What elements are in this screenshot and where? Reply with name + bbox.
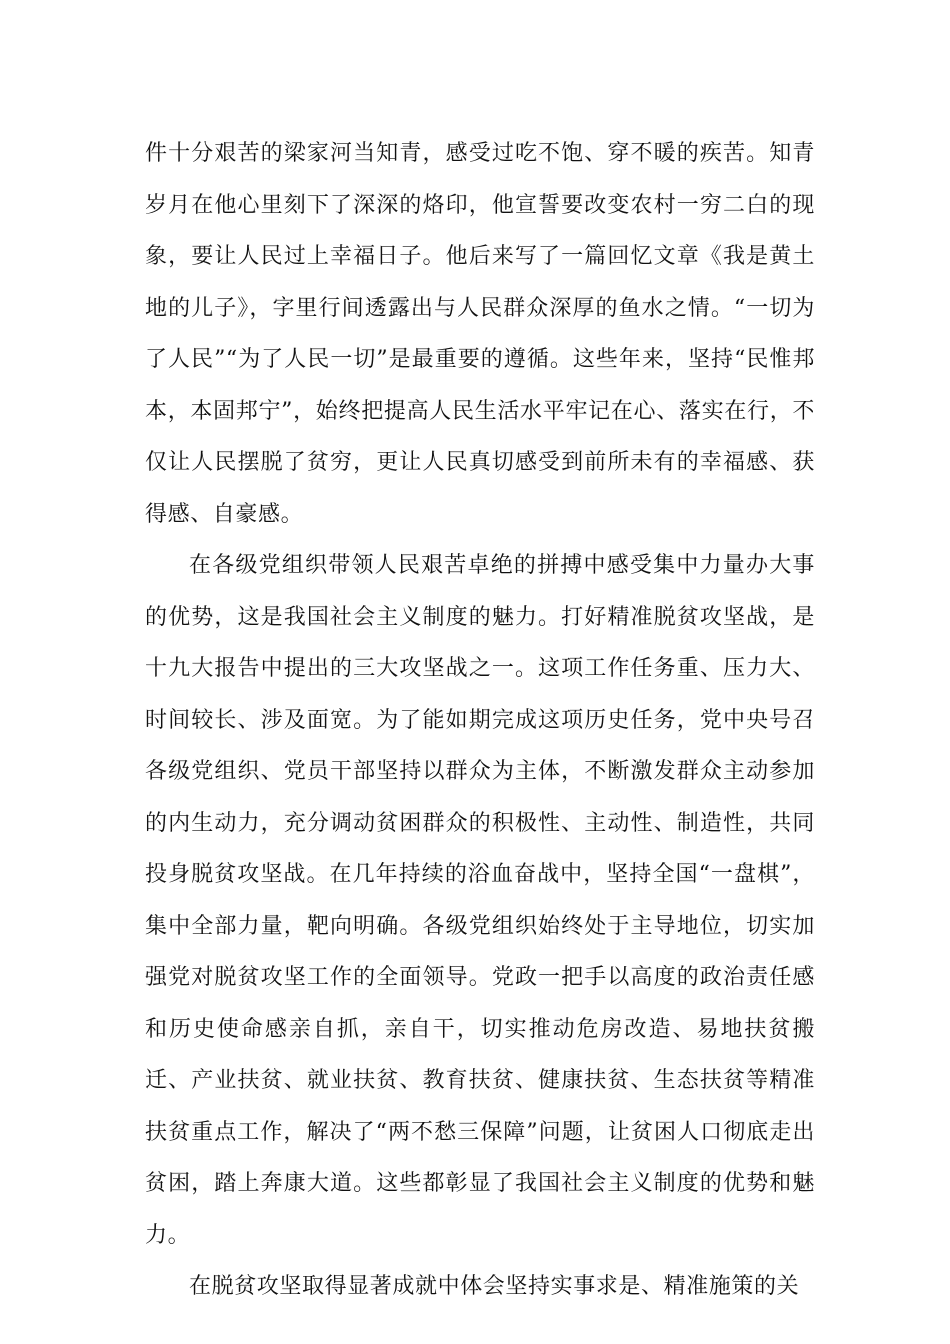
body-text bbox=[145, 128, 815, 1313]
paragraph-1: 件十分艰苦的梁家河当知青，感受过吃不饱、穿不暖的疾苦。知青岁月在他心里刻下了深深的烙印，他宣誓要改变农村一穷二白的现象，要让人民过上幸福日子。他后来写了一篇回忆文章《我是黄土地的儿子》，字里行间透露出与人民群众深厚的鱼水之情。“一切为了人民”“为了人民一切”是最重要的遵循。这些年来，坚持“民惟邦本，本固邦宁”，始终把提高人民生活水平牢记在心、落实在行，不仅让人民摆脱了贫穷，更让人民真切感受到前所未有的幸福感、获得感、自豪感。 bbox=[145, 141, 815, 527]
paragraph-2: 在各级党组织带领人民艰苦卓绝的拼搏中感受集中力量办大事的优势，这是我国社会主义制度的魅力。打好精准脱贫攻坚战，是十九大报告中提出的三大攻坚战之一。这项工作任务重、压力大、时间较长、涉及面宽。为了能如期完成这项历史任务，党中央号召各级党组织、党员干部坚持以群众为主体，不断激发群众主动参加的内生动力，充分调动贫困群众的积极性、主动性、制造性，共同投身脱贫攻坚战。在几年持续的浴血奋战中，坚持全国“一盘棋”，集中全部力量，靶向明确。各级党组织始终处于主导地位，切实加强党对脱贫攻坚工作的全面领导。党政一把手以高度的政治责任感和历史使命感亲自抓，亲自干，切实推动危房改造、易地扶贫搬迁、产业扶贫、就业扶贫、教育扶贫、健康扶贫、生态扶贫等精准扶贫重点工作，解决了“两不愁三保障”问题，让贫困人口彻底走出贫困，踏上奔康大道。这些都彰显了我国社会主义制度的优势和魅力。 bbox=[145, 553, 815, 1248]
paragraph-3: 在脱贫攻坚取得显著成就中体会坚持实事求是、精准施策的关 bbox=[189, 1274, 800, 1299]
